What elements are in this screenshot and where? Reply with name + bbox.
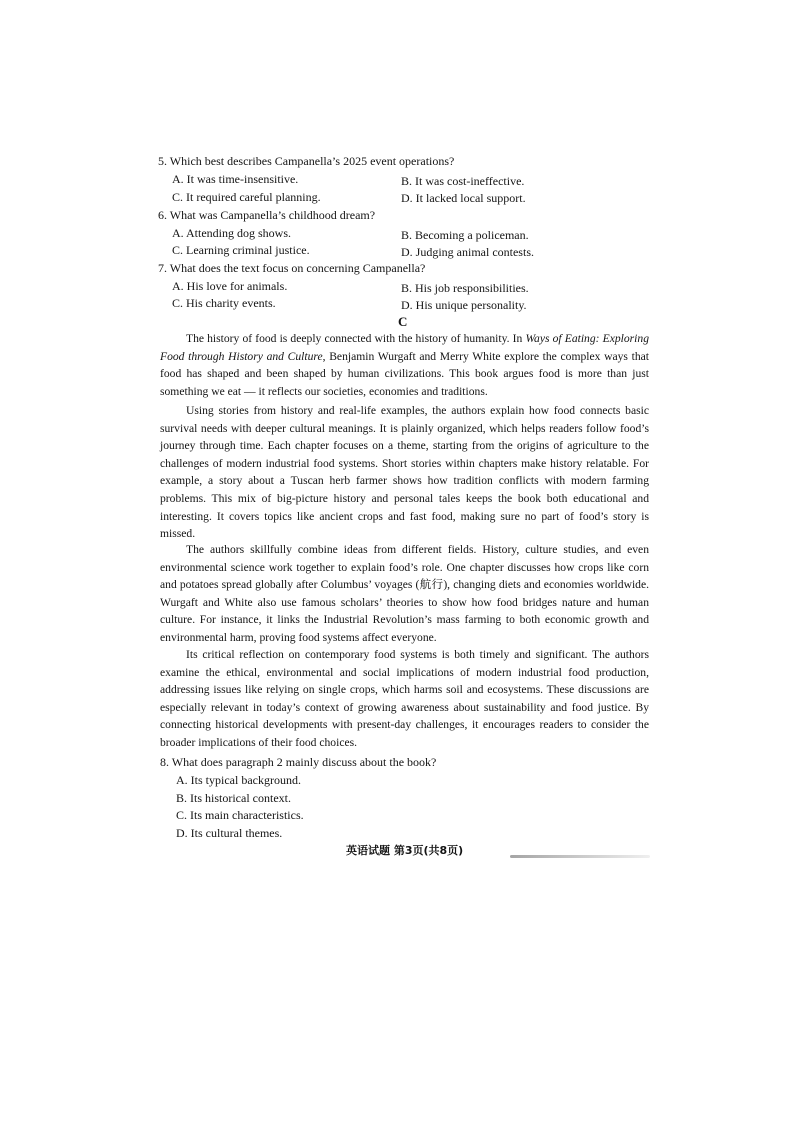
question-5-option-a: A. It was time-insensitive. (172, 172, 299, 186)
scan-smudge (510, 855, 650, 858)
paragraph-1-intro: The history of food is deeply connected with the history of humanity. In (186, 332, 526, 345)
question-7-option-b: B. His job responsibilities. (401, 281, 529, 295)
question-7-option-c: C. His charity events. (172, 296, 276, 310)
question-5-option-d: D. It lacked local support. (401, 191, 526, 205)
question-5-option-b: B. It was cost-ineffective. (401, 174, 525, 188)
paragraph-1 (160, 330, 649, 400)
paragraph-3: The authors skillfully combine ideas from different fields. History, culture studies, and even environmental science work together to explain food’s role. One chapter discusses how crops like corn and potatoes spread globally after Columbus’ voyages (航行), changing diets and economies worldwide. Wurgaft and White also use famous scholars’ theories to show how food bridges nature and human culture. For instance, it links the Industrial Revolution’s mass farming to both economic growth and environmental harm, proving food systems affect everyone. (160, 543, 649, 644)
question-8-option-b: B. Its historical context. (176, 791, 291, 805)
question-6-option-c: C. Learning criminal justice. (172, 243, 310, 257)
question-5-option-c: C. It required careful planning. (172, 190, 321, 204)
question-6-option-d: D. Judging animal contests. (401, 245, 534, 259)
question-5-stem: 5. Which best describes Campanella’s 2025 event operations? (158, 154, 455, 168)
question-8-option-c: C. Its main characteristics. (176, 808, 304, 822)
page-footer: 英语试题 第3页(共8页) (346, 844, 464, 857)
question-6-stem: 6. What was Campanella’s childhood dream? (158, 208, 376, 222)
book-title: Ways of Eating: Exploring Food through History and Culture (160, 332, 649, 363)
question-7-option-d: D. His unique personality. (401, 298, 527, 312)
question-8-option-a: A. Its typical background. (176, 773, 301, 787)
question-7-stem: 7. What does the text focus on concerning Campanella? (158, 261, 426, 275)
question-8-stem: 8. What does paragraph 2 mainly discuss about the book? (160, 755, 437, 769)
section-heading: C (398, 314, 408, 329)
question-6-option-a: A. Attending dog shows. (172, 226, 292, 240)
question-7-option-a: A. His love for animals. (172, 279, 288, 293)
paragraph-1-rest: , Benjamin Wurgaft and Merry White explore the complex ways that food has shaped and been shaped by human civilizations. This book argues food is more than just something we eat — it reflects our societies, economies and traditions. (160, 349, 649, 398)
question-8-option-d: D. Its cultural themes. (176, 826, 283, 840)
question-6-option-b: B. Becoming a policeman. (401, 228, 529, 242)
paragraph-2: Using stories from history and real-life examples, the authors explain how food connects basic survival needs with deeper cultural meanings. It is plainly organized, which helps readers follow food’s journey through time. Each chapter focuses on a theme, starting from the origins of agriculture to the challenges of modern industrial food systems. Short stories within chapters make history relatable. For example, a story about a Tuscan herb farmer shows how tradition conflicts with modern farming problems. This mix of big-picture history and personal tales keeps the book both educational and interesting. It covers topics like ancient crops and fast food, making sure no part of food’s story is missed. (160, 404, 649, 541)
paragraph-4: Its critical reflection on contemporary food systems is both timely and significant. The authors examine the ethical, environmental and social implications of modern industrial food production, addressing issues like relying on single crops, which harms soil and ecosystems. These discussions are especially relevant in today’s context of growing awareness about sustainability and food justice. By connecting historical developments with present-day challenges, it encourages readers to consider the broader implications of their food choices. (160, 648, 649, 749)
